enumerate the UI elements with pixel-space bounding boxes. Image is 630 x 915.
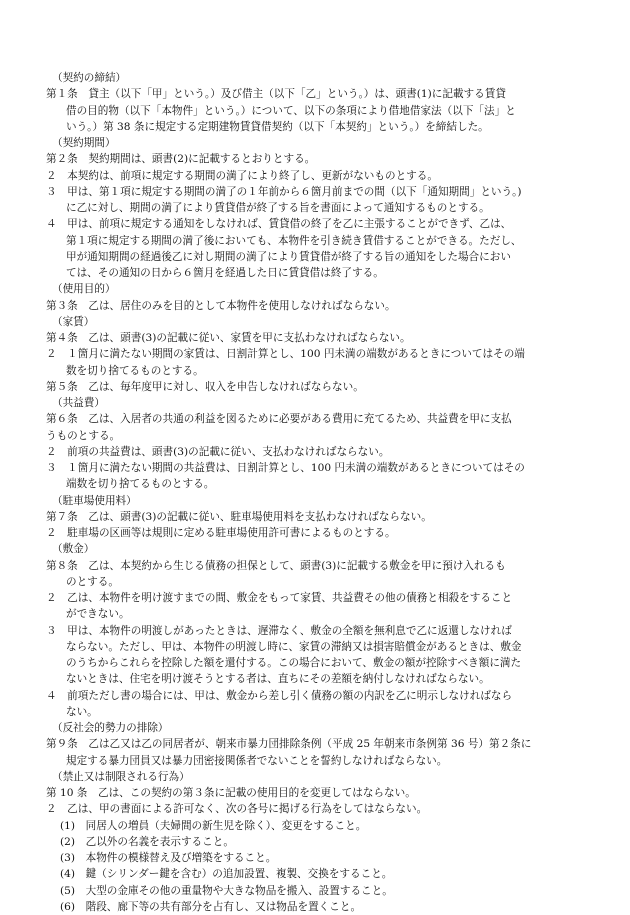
clause-continuation: 端数を切り捨てるものとする。 — [66, 478, 215, 491]
clause-line: 第５条 乙は、毎年度甲に対し、収入を申告しなければならない。 — [46, 380, 364, 393]
clause-continuation: ないときは、住宅を明け渡そうとする者は、直ちにその差額を納付しなければならない。 — [66, 673, 490, 686]
clause-line: 第６条 乙は、入居者の共通の利益を図るために必要がある費用に充てるため、共益費を甲に支払 — [46, 413, 512, 426]
clause-continuation: 数を切り捨てるものとする。 — [66, 364, 204, 377]
clause-line: ２ 乙は、甲の書面による許可なく、次の各号に掲げる行為をしてはならない。 — [46, 803, 428, 816]
clause-continuation: 規定する暴力団員又は暴力団密接関係者でないことを誓約しなければならない。 — [66, 754, 448, 767]
clause-continuation: のとする。 — [66, 575, 119, 588]
section-heading: （共益費） — [52, 397, 105, 409]
list-item: (1) 同居人の増員（夫婦間の新生児を除く）、変更をすること。 — [60, 819, 367, 832]
clause-continuation: ない。 — [66, 705, 98, 718]
clause-continuation: ならない。ただし、甲は、本物件の明渡し時に、家賃の滞納又は損害賠償金があるときは、敷金 — [66, 640, 522, 653]
clause-line: ３ 甲は、第１項に規定する期間の満了の１年前から６箇月前までの間（以下「通知期間」という。) — [46, 185, 522, 198]
clause-line: ４ 甲は、前項に規定する通知をしなければ、賃貸借の終了を乙に主張することができず、乙は、 — [46, 218, 512, 231]
list-item: (5) 大型の金庫その他の重量物や大きな物品を搬入、設置すること。 — [60, 884, 393, 897]
list-item: (2) 乙以外の名義を表示すること。 — [60, 835, 234, 848]
clause-continuation: いう。）第 38 条に規定する定期建物賃貸借契約（以下「本契約」という。）を締結した。 — [66, 120, 489, 133]
clause-line: 第１条 貸主（以下「甲」という。）及び借主（以下「乙」という。）は、頭書(1)に記載する賃貸 — [46, 88, 506, 101]
clause-line: 第４条 乙は、頭書(3)の記載に従い、家賃を甲に支払わなければならない。 — [46, 332, 411, 344]
clause-continuation: 甲が通知期間の経過後乙に対し期間の満了により賃貸借が終了する旨の通知をした場合におい — [66, 250, 511, 263]
clause-line: ３ １箇月に満たない期間の共益費は、日割計算とし、100 円未満の端数があるときについてはその — [46, 462, 525, 474]
clause-line: ３ 甲は、本物件の明渡しがあったときは、遅滞なく、敷金の全額を無利息で乙に返還しなければ — [46, 624, 512, 637]
section-heading: （敷金） — [52, 543, 95, 556]
clause-continuation: 借の目的物（以下「本物件」という。）について、以下の条項により借地借家法（以下「法」と — [66, 104, 516, 117]
section-heading: （反社会的勢力の排除） — [52, 722, 169, 734]
section-heading: （禁止又は制限される行為） — [52, 770, 190, 783]
section-heading: （契約期間） — [52, 137, 116, 149]
contract-text — [46, 70, 590, 915]
clause-continuation: ができない。 — [66, 608, 130, 621]
clause-line: 第７条 乙は、頭書(3)の記載に従い、駐車場使用料を支払わなければならない。 — [46, 510, 432, 523]
section-heading: （家賃） — [52, 315, 95, 328]
section-heading: （使用目的） — [52, 283, 116, 296]
clause-line: ２ 前項の共益費は、頭書(3)の記載に従い、支払わなければならない。 — [46, 445, 390, 458]
clause-line: ２ 本契約は、前項に規定する期間の満了により終了し、更新がないものとする。 — [46, 169, 438, 182]
list-item: (4) 鍵（シリンダー鍵を含む）の追加設置、複製、交換をすること。 — [60, 868, 393, 881]
clause-line: 第２条 契約期間は、頭書(2)に記載するとおりとする。 — [46, 153, 316, 166]
clause-continuation: のうちからこれらを控除した額を還付する。この場合において、敷金の額が控除すべき額に満た — [66, 657, 522, 669]
clause-line: ４ 前項ただし書の場合には、甲は、敷金から差し引く債務の額の内訳を乙に明示しなければなら — [46, 689, 513, 702]
clause-line: ２ 駐車場の区画等は規則に定める駐車場使用許可書によるものとする。 — [46, 527, 396, 539]
clause-continuation: ては、その通知の日から６箇月を経過した日に賃貸借は終了する。 — [66, 267, 384, 279]
clause-line: 第８条 乙は、本契約から生じる債務の担保として、頭書(3)に記載する敷金を甲に預け入れるも — [46, 559, 506, 572]
clause-line: うものとする。 — [46, 429, 121, 442]
clause-line: 第３条 乙は、居住のみを目的として本物件を使用しなければならない。 — [46, 299, 396, 312]
list-item: (6) 階段、廊下等の共有部分を占有し、又は物品を置くこと。 — [60, 900, 362, 913]
list-item: (3) 本物件の模様替え及び増築をすること。 — [60, 852, 277, 864]
clause-line: 第 10 条 乙は、この契約の第３条に記載の使用目的を変更してはならない。 — [46, 787, 416, 799]
clause-line: ２ 乙は、本物件を明け渡すまでの間、敷金をもって家賃、共益費その他の債務と相殺をすること — [46, 592, 513, 604]
clause-continuation: 第１項に規定する期間の満了後においても、本物件を引き続き賃借することができる。ただし、 — [66, 234, 522, 247]
clause-continuation: に乙に対し、期間の満了により賃貸借が終了する旨を書面によって通知するものとする。 — [66, 202, 490, 214]
clause-line: 第９条 乙は乙又は乙の同居者が、朝来市暴力団排除条例（平成 25 年朝来市条例第 36 号）第２条に — [46, 738, 532, 751]
section-heading: （駐車場使用料） — [52, 494, 137, 507]
clause-line: ２ １箇月に満たない期間の家賃は、日割計算とし、100 円未満の端数があるときについてはその端 — [46, 348, 525, 361]
section-heading: （契約の締結） — [52, 72, 127, 84]
